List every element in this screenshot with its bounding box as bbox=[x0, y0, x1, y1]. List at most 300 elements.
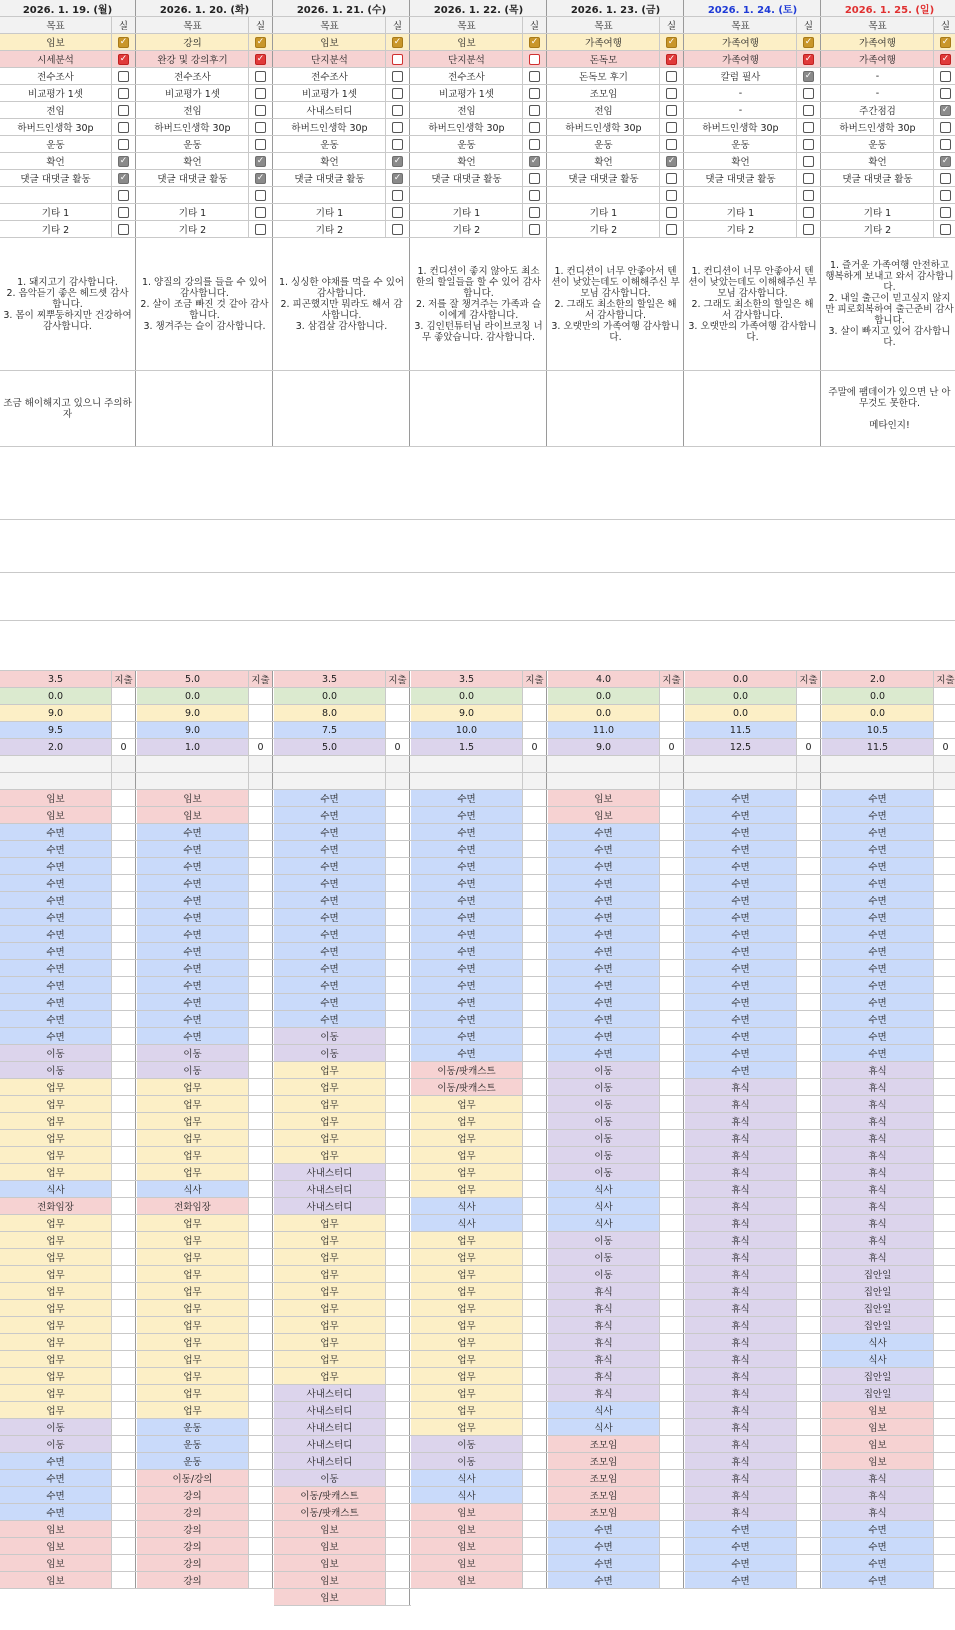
activity-cell[interactable]: 수면 bbox=[548, 875, 660, 891]
activity-cell[interactable]: 수면 bbox=[548, 1045, 660, 1061]
activity-cell[interactable]: 업무 bbox=[0, 1130, 112, 1146]
task-checkbox[interactable] bbox=[255, 88, 266, 99]
activity-cell[interactable]: 사내스터디 bbox=[274, 1453, 386, 1469]
activity-cell[interactable]: 수면 bbox=[0, 960, 112, 976]
task-checkbox[interactable] bbox=[392, 190, 403, 201]
activity-cell[interactable]: 집안일 bbox=[822, 1283, 934, 1299]
task-checkbox[interactable] bbox=[940, 122, 951, 133]
activity-cell[interactable]: 수면 bbox=[548, 926, 660, 942]
activity-cell[interactable]: 수면 bbox=[822, 790, 934, 806]
activity-cell[interactable]: 업무 bbox=[137, 1402, 249, 1418]
activity-cell[interactable]: 수면 bbox=[0, 1504, 112, 1520]
activity-cell[interactable]: 식사 bbox=[548, 1402, 660, 1418]
activity-cell[interactable]: 강의 bbox=[137, 1555, 249, 1571]
activity-cell[interactable]: 수면 bbox=[685, 1555, 797, 1571]
task-checkbox[interactable] bbox=[666, 207, 677, 218]
activity-cell[interactable]: 전화임장 bbox=[137, 1198, 249, 1214]
task-checkbox[interactable]: ✓ bbox=[530, 36, 539, 47]
activity-cell[interactable]: 수면 bbox=[548, 943, 660, 959]
task-checkbox[interactable]: ✓ bbox=[256, 53, 265, 64]
task-checkbox[interactable] bbox=[940, 88, 951, 99]
task-checkbox[interactable] bbox=[940, 71, 951, 82]
activity-cell[interactable]: 휴식 bbox=[685, 1266, 797, 1282]
activity-cell[interactable]: 업무 bbox=[0, 1147, 112, 1163]
activity-cell[interactable]: 수면 bbox=[274, 977, 386, 993]
task-checkbox[interactable]: ✓ bbox=[393, 172, 402, 183]
activity-cell[interactable]: 휴식 bbox=[685, 1283, 797, 1299]
activity-cell[interactable]: 휴식 bbox=[685, 1079, 797, 1095]
activity-cell[interactable]: 수면 bbox=[685, 1045, 797, 1061]
task-checkbox[interactable]: ✓ bbox=[667, 53, 676, 64]
task-checkbox[interactable] bbox=[118, 224, 129, 235]
activity-cell[interactable]: 휴식 bbox=[685, 1419, 797, 1435]
activity-cell[interactable]: 업무 bbox=[137, 1147, 249, 1163]
activity-cell[interactable]: 수면 bbox=[274, 892, 386, 908]
activity-cell[interactable]: 수면 bbox=[822, 1011, 934, 1027]
activity-cell[interactable]: 이동 bbox=[274, 1028, 386, 1044]
activity-cell[interactable]: 조모임 bbox=[548, 1470, 660, 1486]
activity-cell[interactable]: 수면 bbox=[274, 1011, 386, 1027]
activity-cell[interactable]: 수면 bbox=[274, 943, 386, 959]
activity-cell[interactable]: 수면 bbox=[411, 841, 523, 857]
task-checkbox[interactable] bbox=[803, 207, 814, 218]
activity-cell[interactable]: 이동 bbox=[411, 1436, 523, 1452]
task-checkbox[interactable] bbox=[529, 139, 540, 150]
activity-cell[interactable]: 업무 bbox=[137, 1317, 249, 1333]
task-checkbox[interactable]: ✓ bbox=[119, 36, 128, 47]
activity-cell[interactable]: 업무 bbox=[274, 1113, 386, 1129]
task-checkbox[interactable] bbox=[255, 139, 266, 150]
activity-cell[interactable]: 휴식 bbox=[822, 1487, 934, 1503]
activity-cell[interactable]: 업무 bbox=[0, 1402, 112, 1418]
activity-cell[interactable]: 수면 bbox=[822, 824, 934, 840]
activity-cell[interactable]: 휴식 bbox=[685, 1113, 797, 1129]
activity-cell[interactable]: 수면 bbox=[822, 909, 934, 925]
activity-cell[interactable]: 업무 bbox=[274, 1283, 386, 1299]
activity-cell[interactable]: 업무 bbox=[274, 1368, 386, 1384]
activity-cell[interactable]: 수면 bbox=[137, 977, 249, 993]
activity-cell[interactable]: 휴식 bbox=[822, 1470, 934, 1486]
activity-cell[interactable]: 수면 bbox=[685, 1028, 797, 1044]
activity-cell[interactable]: 수면 bbox=[548, 858, 660, 874]
activity-cell[interactable]: 수면 bbox=[0, 1028, 112, 1044]
activity-cell[interactable]: 수면 bbox=[685, 841, 797, 857]
activity-cell[interactable]: 수면 bbox=[548, 841, 660, 857]
activity-cell[interactable]: 수면 bbox=[685, 1011, 797, 1027]
activity-cell[interactable]: 휴식 bbox=[685, 1164, 797, 1180]
task-checkbox[interactable] bbox=[529, 88, 540, 99]
task-checkbox[interactable]: ✓ bbox=[804, 70, 813, 81]
activity-cell[interactable]: 집안일 bbox=[822, 1317, 934, 1333]
activity-cell[interactable]: 업무 bbox=[411, 1368, 523, 1384]
activity-cell[interactable]: 업무 bbox=[274, 1215, 386, 1231]
activity-cell[interactable]: 운동 bbox=[137, 1436, 249, 1452]
activity-cell[interactable]: 사내스터디 bbox=[274, 1181, 386, 1197]
activity-cell[interactable]: 수면 bbox=[274, 824, 386, 840]
activity-cell[interactable]: 휴식 bbox=[822, 1504, 934, 1520]
activity-cell[interactable]: 수면 bbox=[411, 1028, 523, 1044]
task-checkbox[interactable] bbox=[529, 224, 540, 235]
activity-cell[interactable]: 수면 bbox=[548, 977, 660, 993]
activity-cell[interactable]: 휴식 bbox=[685, 1147, 797, 1163]
activity-cell[interactable]: 수면 bbox=[822, 994, 934, 1010]
activity-cell[interactable]: 수면 bbox=[137, 926, 249, 942]
activity-cell[interactable]: 업무 bbox=[274, 1317, 386, 1333]
activity-cell[interactable]: 업무 bbox=[137, 1283, 249, 1299]
activity-cell[interactable]: 수면 bbox=[548, 1572, 660, 1588]
activity-cell[interactable]: 조모임 bbox=[548, 1504, 660, 1520]
activity-cell[interactable]: 임보 bbox=[137, 790, 249, 806]
task-checkbox[interactable]: ✓ bbox=[393, 36, 402, 47]
activity-cell[interactable]: 식사 bbox=[548, 1198, 660, 1214]
activity-cell[interactable]: 임보 bbox=[0, 1555, 112, 1571]
activity-cell[interactable]: 휴식 bbox=[685, 1351, 797, 1367]
activity-cell[interactable]: 업무 bbox=[274, 1096, 386, 1112]
task-checkbox[interactable] bbox=[803, 224, 814, 235]
activity-cell[interactable]: 수면 bbox=[137, 1011, 249, 1027]
activity-cell[interactable]: 수면 bbox=[548, 994, 660, 1010]
activity-cell[interactable]: 수면 bbox=[411, 824, 523, 840]
activity-cell[interactable]: 휴식 bbox=[685, 1470, 797, 1486]
activity-cell[interactable]: 휴식 bbox=[685, 1368, 797, 1384]
activity-cell[interactable]: 업무 bbox=[137, 1368, 249, 1384]
activity-cell[interactable]: 강의 bbox=[137, 1521, 249, 1537]
activity-cell[interactable]: 휴식 bbox=[685, 1504, 797, 1520]
activity-cell[interactable]: 수면 bbox=[0, 841, 112, 857]
activity-cell[interactable]: 임보 bbox=[137, 807, 249, 823]
activity-cell[interactable]: 업무 bbox=[0, 1232, 112, 1248]
activity-cell[interactable]: 수면 bbox=[0, 892, 112, 908]
activity-cell[interactable]: 수면 bbox=[411, 909, 523, 925]
activity-cell[interactable]: 이동 bbox=[548, 1062, 660, 1078]
activity-cell[interactable]: 수면 bbox=[685, 943, 797, 959]
activity-cell[interactable]: 임보 bbox=[411, 1538, 523, 1554]
task-checkbox[interactable] bbox=[392, 88, 403, 99]
activity-cell[interactable]: 업무 bbox=[0, 1300, 112, 1316]
activity-cell[interactable]: 수면 bbox=[411, 960, 523, 976]
activity-cell[interactable]: 수면 bbox=[137, 909, 249, 925]
activity-cell[interactable]: 조모임 bbox=[548, 1453, 660, 1469]
task-checkbox[interactable] bbox=[666, 105, 677, 116]
activity-cell[interactable]: 이동 bbox=[274, 1045, 386, 1061]
activity-cell[interactable]: 수면 bbox=[548, 824, 660, 840]
activity-cell[interactable]: 수면 bbox=[411, 1045, 523, 1061]
activity-cell[interactable]: 식사 bbox=[137, 1181, 249, 1197]
task-checkbox[interactable] bbox=[392, 71, 403, 82]
activity-cell[interactable]: 업무 bbox=[0, 1351, 112, 1367]
activity-cell[interactable]: 수면 bbox=[411, 807, 523, 823]
activity-cell[interactable]: 업무 bbox=[411, 1130, 523, 1146]
activity-cell[interactable]: 수면 bbox=[137, 943, 249, 959]
activity-cell[interactable]: 수면 bbox=[822, 943, 934, 959]
activity-cell[interactable]: 휴식 bbox=[548, 1368, 660, 1384]
task-checkbox[interactable]: ✓ bbox=[941, 36, 950, 47]
activity-cell[interactable]: 이동 bbox=[0, 1045, 112, 1061]
activity-cell[interactable]: 집안일 bbox=[822, 1368, 934, 1384]
activity-cell[interactable]: 수면 bbox=[685, 790, 797, 806]
task-checkbox[interactable] bbox=[392, 139, 403, 150]
activity-cell[interactable]: 강의 bbox=[137, 1487, 249, 1503]
activity-cell[interactable]: 업무 bbox=[137, 1232, 249, 1248]
activity-cell[interactable]: 휴식 bbox=[822, 1249, 934, 1265]
activity-cell[interactable]: 수면 bbox=[548, 1011, 660, 1027]
activity-cell[interactable]: 업무 bbox=[411, 1283, 523, 1299]
activity-cell[interactable]: 강의 bbox=[137, 1538, 249, 1554]
task-checkbox[interactable]: ✓ bbox=[804, 53, 813, 64]
task-checkbox[interactable] bbox=[529, 190, 540, 201]
task-checkbox[interactable] bbox=[255, 207, 266, 218]
task-checkbox[interactable]: ✓ bbox=[119, 155, 128, 166]
activity-cell[interactable]: 수면 bbox=[137, 994, 249, 1010]
activity-cell[interactable]: 업무 bbox=[411, 1266, 523, 1282]
activity-cell[interactable]: 수면 bbox=[0, 1011, 112, 1027]
task-checkbox[interactable] bbox=[255, 105, 266, 116]
activity-cell[interactable]: 식사 bbox=[411, 1215, 523, 1231]
task-checkbox[interactable]: ✓ bbox=[804, 36, 813, 47]
activity-cell[interactable]: 수면 bbox=[411, 1011, 523, 1027]
activity-cell[interactable]: 이동 bbox=[548, 1232, 660, 1248]
activity-cell[interactable]: 업무 bbox=[137, 1113, 249, 1129]
activity-cell[interactable]: 이동 bbox=[411, 1453, 523, 1469]
activity-cell[interactable]: 수면 bbox=[685, 858, 797, 874]
activity-cell[interactable]: 업무 bbox=[137, 1351, 249, 1367]
activity-cell[interactable]: 수면 bbox=[685, 1538, 797, 1554]
task-checkbox[interactable] bbox=[666, 190, 677, 201]
activity-cell[interactable]: 이동 bbox=[548, 1079, 660, 1095]
activity-cell[interactable]: 임보 bbox=[822, 1402, 934, 1418]
activity-cell[interactable]: 임보 bbox=[0, 807, 112, 823]
activity-cell[interactable]: 이동 bbox=[0, 1436, 112, 1452]
activity-cell[interactable]: 수면 bbox=[0, 926, 112, 942]
activity-cell[interactable]: 수면 bbox=[822, 858, 934, 874]
activity-cell[interactable]: 수면 bbox=[822, 1028, 934, 1044]
activity-cell[interactable]: 업무 bbox=[274, 1266, 386, 1282]
task-checkbox[interactable]: ✓ bbox=[119, 172, 128, 183]
activity-cell[interactable]: 임보 bbox=[274, 1538, 386, 1554]
activity-cell[interactable]: 수면 bbox=[0, 909, 112, 925]
activity-cell[interactable]: 임보 bbox=[274, 1521, 386, 1537]
activity-cell[interactable]: 수면 bbox=[0, 994, 112, 1010]
activity-cell[interactable]: 임보 bbox=[411, 1504, 523, 1520]
activity-cell[interactable]: 업무 bbox=[411, 1419, 523, 1435]
activity-cell[interactable]: 휴식 bbox=[548, 1385, 660, 1401]
activity-cell[interactable]: 휴식 bbox=[685, 1385, 797, 1401]
task-checkbox[interactable] bbox=[255, 224, 266, 235]
task-checkbox[interactable] bbox=[255, 71, 266, 82]
activity-cell[interactable]: 수면 bbox=[137, 841, 249, 857]
activity-cell[interactable]: 수면 bbox=[685, 824, 797, 840]
activity-cell[interactable]: 업무 bbox=[274, 1147, 386, 1163]
activity-cell[interactable]: 수면 bbox=[274, 875, 386, 891]
activity-cell[interactable]: 임보 bbox=[411, 1572, 523, 1588]
activity-cell[interactable]: 수면 bbox=[411, 875, 523, 891]
activity-cell[interactable]: 업무 bbox=[411, 1164, 523, 1180]
activity-cell[interactable]: 업무 bbox=[411, 1232, 523, 1248]
activity-cell[interactable]: 수면 bbox=[822, 875, 934, 891]
activity-cell[interactable]: 업무 bbox=[0, 1283, 112, 1299]
activity-cell[interactable]: 수면 bbox=[0, 858, 112, 874]
activity-cell[interactable]: 수면 bbox=[0, 875, 112, 891]
activity-cell[interactable]: 수면 bbox=[274, 807, 386, 823]
activity-cell[interactable]: 운동 bbox=[137, 1419, 249, 1435]
activity-cell[interactable]: 이동/팟캐스트 bbox=[274, 1504, 386, 1520]
activity-cell[interactable]: 임보 bbox=[822, 1453, 934, 1469]
activity-cell[interactable]: 휴식 bbox=[685, 1096, 797, 1112]
activity-cell[interactable]: 이동 bbox=[548, 1096, 660, 1112]
activity-cell[interactable]: 식사 bbox=[411, 1487, 523, 1503]
activity-cell[interactable]: 식사 bbox=[0, 1181, 112, 1197]
task-checkbox[interactable] bbox=[803, 139, 814, 150]
task-checkbox[interactable]: ✓ bbox=[256, 172, 265, 183]
task-checkbox[interactable] bbox=[803, 173, 814, 184]
task-checkbox[interactable] bbox=[255, 122, 266, 133]
activity-cell[interactable]: 휴식 bbox=[685, 1436, 797, 1452]
activity-cell[interactable]: 이동 bbox=[274, 1470, 386, 1486]
activity-cell[interactable]: 이동/강의 bbox=[137, 1470, 249, 1486]
task-checkbox[interactable] bbox=[940, 207, 951, 218]
activity-cell[interactable]: 업무 bbox=[411, 1402, 523, 1418]
activity-cell[interactable]: 업무 bbox=[411, 1113, 523, 1129]
task-checkbox[interactable] bbox=[940, 173, 951, 184]
activity-cell[interactable]: 수면 bbox=[274, 960, 386, 976]
activity-cell[interactable]: 휴식 bbox=[685, 1130, 797, 1146]
activity-cell[interactable]: 수면 bbox=[822, 1045, 934, 1061]
activity-cell[interactable]: 업무 bbox=[0, 1266, 112, 1282]
task-checkbox[interactable]: ✓ bbox=[256, 155, 265, 166]
activity-cell[interactable]: 수면 bbox=[0, 977, 112, 993]
activity-cell[interactable]: 업무 bbox=[0, 1317, 112, 1333]
activity-cell[interactable]: 휴식 bbox=[548, 1283, 660, 1299]
activity-cell[interactable]: 이동 bbox=[0, 1062, 112, 1078]
activity-cell[interactable]: 업무 bbox=[274, 1079, 386, 1095]
activity-cell[interactable]: 수면 bbox=[411, 977, 523, 993]
activity-cell[interactable]: 집안일 bbox=[822, 1300, 934, 1316]
task-checkbox[interactable] bbox=[392, 207, 403, 218]
task-checkbox[interactable] bbox=[392, 105, 403, 116]
task-checkbox[interactable] bbox=[118, 105, 129, 116]
activity-cell[interactable]: 사내스터디 bbox=[274, 1436, 386, 1452]
activity-cell[interactable]: 수면 bbox=[137, 892, 249, 908]
activity-cell[interactable]: 임보 bbox=[548, 807, 660, 823]
activity-cell[interactable]: 업무 bbox=[0, 1249, 112, 1265]
task-checkbox[interactable]: ✓ bbox=[941, 104, 950, 115]
activity-cell[interactable]: 이동 bbox=[548, 1113, 660, 1129]
activity-cell[interactable]: 강의 bbox=[137, 1504, 249, 1520]
task-checkbox[interactable] bbox=[392, 54, 403, 65]
activity-cell[interactable]: 수면 bbox=[548, 1521, 660, 1537]
activity-cell[interactable]: 업무 bbox=[0, 1385, 112, 1401]
activity-cell[interactable]: 전화임장 bbox=[0, 1198, 112, 1214]
activity-cell[interactable]: 수면 bbox=[274, 858, 386, 874]
activity-cell[interactable]: 휴식 bbox=[685, 1215, 797, 1231]
task-checkbox[interactable] bbox=[118, 122, 129, 133]
activity-cell[interactable]: 수면 bbox=[274, 994, 386, 1010]
activity-cell[interactable]: 업무 bbox=[0, 1164, 112, 1180]
activity-cell[interactable]: 수면 bbox=[548, 1028, 660, 1044]
activity-cell[interactable]: 휴식 bbox=[822, 1181, 934, 1197]
task-checkbox[interactable] bbox=[666, 224, 677, 235]
activity-cell[interactable]: 이동 bbox=[0, 1419, 112, 1435]
activity-cell[interactable]: 휴식 bbox=[548, 1300, 660, 1316]
activity-cell[interactable]: 업무 bbox=[137, 1096, 249, 1112]
activity-cell[interactable]: 식사 bbox=[822, 1351, 934, 1367]
activity-cell[interactable]: 업무 bbox=[137, 1300, 249, 1316]
activity-cell[interactable]: 업무 bbox=[411, 1385, 523, 1401]
activity-cell[interactable]: 수면 bbox=[685, 892, 797, 908]
activity-cell[interactable]: 휴식 bbox=[548, 1351, 660, 1367]
activity-cell[interactable]: 업무 bbox=[137, 1249, 249, 1265]
activity-cell[interactable]: 수면 bbox=[822, 1521, 934, 1537]
activity-cell[interactable]: 수면 bbox=[685, 960, 797, 976]
activity-cell[interactable]: 식사 bbox=[548, 1181, 660, 1197]
activity-cell[interactable]: 수면 bbox=[822, 1538, 934, 1554]
activity-cell[interactable]: 이동/팟캐스트 bbox=[411, 1079, 523, 1095]
activity-cell[interactable]: 휴식 bbox=[685, 1181, 797, 1197]
activity-cell[interactable]: 업무 bbox=[137, 1334, 249, 1350]
activity-cell[interactable]: 업무 bbox=[411, 1334, 523, 1350]
task-checkbox[interactable]: ✓ bbox=[256, 36, 265, 47]
activity-cell[interactable]: 이동 bbox=[548, 1249, 660, 1265]
task-checkbox[interactable] bbox=[529, 207, 540, 218]
activity-cell[interactable]: 사내스터디 bbox=[274, 1385, 386, 1401]
activity-cell[interactable]: 식사 bbox=[411, 1198, 523, 1214]
activity-cell[interactable]: 수면 bbox=[137, 858, 249, 874]
task-checkbox[interactable] bbox=[940, 190, 951, 201]
activity-cell[interactable]: 이동 bbox=[548, 1130, 660, 1146]
activity-cell[interactable]: 수면 bbox=[685, 1062, 797, 1078]
activity-cell[interactable]: 업무 bbox=[137, 1385, 249, 1401]
activity-cell[interactable]: 업무 bbox=[274, 1232, 386, 1248]
activity-cell[interactable]: 수면 bbox=[137, 824, 249, 840]
task-checkbox[interactable] bbox=[529, 173, 540, 184]
task-checkbox[interactable] bbox=[118, 71, 129, 82]
activity-cell[interactable]: 업무 bbox=[274, 1351, 386, 1367]
activity-cell[interactable]: 식사 bbox=[411, 1470, 523, 1486]
activity-cell[interactable]: 임보 bbox=[274, 1555, 386, 1571]
activity-cell[interactable]: 수면 bbox=[411, 892, 523, 908]
activity-cell[interactable]: 조모임 bbox=[548, 1487, 660, 1503]
task-checkbox[interactable]: ✓ bbox=[941, 53, 950, 64]
task-checkbox[interactable] bbox=[666, 173, 677, 184]
activity-cell[interactable]: 수면 bbox=[137, 1028, 249, 1044]
activity-cell[interactable]: 수면 bbox=[822, 977, 934, 993]
activity-cell[interactable]: 수면 bbox=[0, 1487, 112, 1503]
activity-cell[interactable]: 사내스터디 bbox=[274, 1198, 386, 1214]
activity-cell[interactable]: 휴식 bbox=[822, 1062, 934, 1078]
activity-cell[interactable]: 수면 bbox=[548, 960, 660, 976]
task-checkbox[interactable] bbox=[803, 88, 814, 99]
activity-cell[interactable]: 수면 bbox=[0, 1453, 112, 1469]
activity-cell[interactable]: 업무 bbox=[137, 1266, 249, 1282]
task-checkbox[interactable]: ✓ bbox=[667, 155, 676, 166]
activity-cell[interactable]: 수면 bbox=[822, 926, 934, 942]
activity-cell[interactable]: 업무 bbox=[0, 1096, 112, 1112]
task-checkbox[interactable] bbox=[529, 105, 540, 116]
activity-cell[interactable]: 업무 bbox=[411, 1181, 523, 1197]
activity-cell[interactable]: 수면 bbox=[685, 926, 797, 942]
activity-cell[interactable]: 임보 bbox=[822, 1436, 934, 1452]
activity-cell[interactable]: 업무 bbox=[411, 1249, 523, 1265]
activity-cell[interactable]: 사내스터디 bbox=[274, 1164, 386, 1180]
activity-cell[interactable]: 임보 bbox=[0, 1521, 112, 1537]
activity-cell[interactable]: 임보 bbox=[411, 1521, 523, 1537]
activity-cell[interactable]: 임보 bbox=[274, 1572, 386, 1588]
activity-cell[interactable]: 업무 bbox=[0, 1215, 112, 1231]
activity-cell[interactable]: 휴식 bbox=[685, 1249, 797, 1265]
task-checkbox[interactable] bbox=[529, 71, 540, 82]
activity-cell[interactable]: 임보 bbox=[548, 790, 660, 806]
activity-cell[interactable]: 업무 bbox=[274, 1062, 386, 1078]
